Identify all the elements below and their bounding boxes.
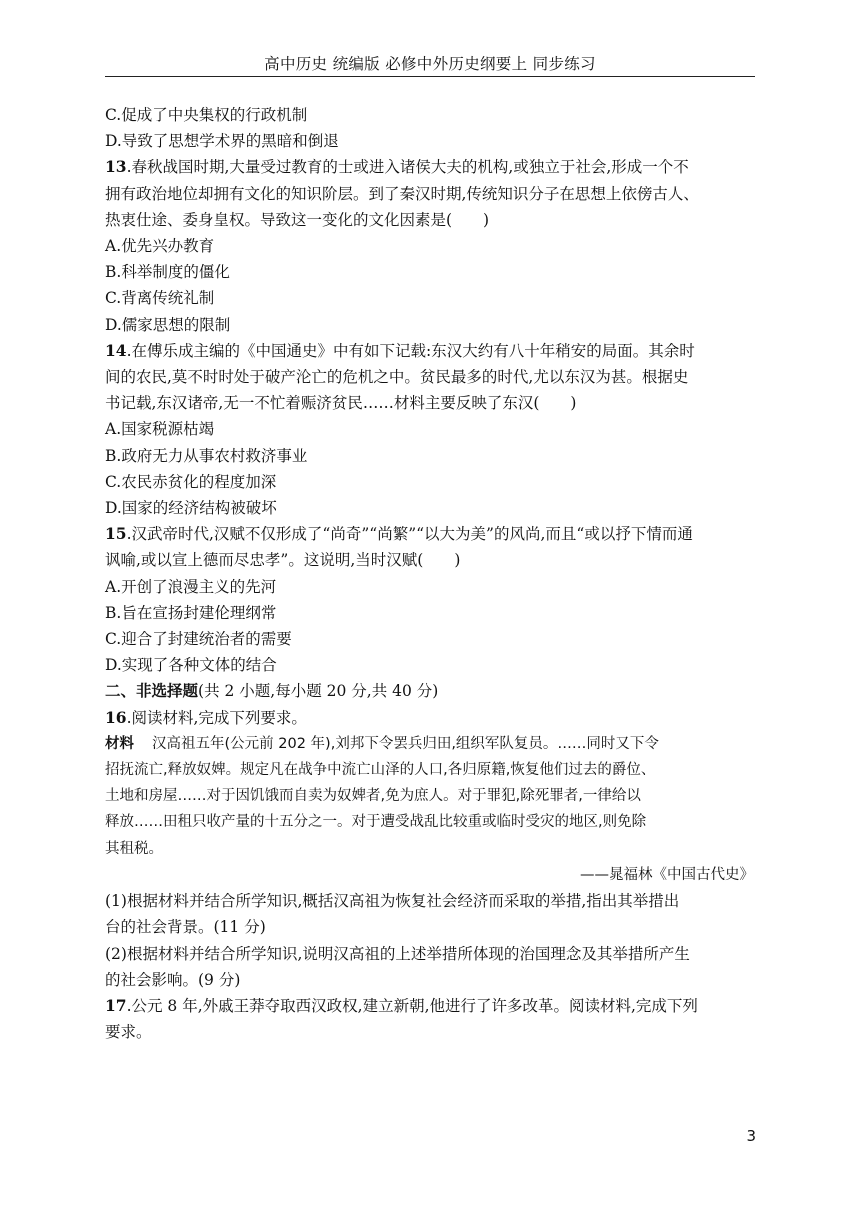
q16-stem xyxy=(105,705,760,731)
material-line-3: 土地和房屋……对于因饥饿而自卖为奴婢者,免为庶人。对于罪犯,除死罪者,一律给以 xyxy=(105,788,641,805)
q16-number: 16 xyxy=(105,707,127,727)
section-heading xyxy=(105,678,760,704)
q12-option-d: D.导致了思想学术界的黑暗和倒退 xyxy=(105,132,339,151)
q15-option-a: A.开创了浪漫主义的先河 xyxy=(105,577,277,596)
q16-material xyxy=(105,731,760,888)
material-line-1 xyxy=(105,731,760,757)
q13-number: 13 xyxy=(105,157,127,177)
page-content xyxy=(105,102,760,1045)
q13-stem-line-1 xyxy=(105,154,760,180)
q15-stem-text: .汉武帝时代,汉赋不仅形成了“尚奇”“尚繁”“以大为美”的风尚,而且“或以抒下情而通 xyxy=(126,525,693,544)
q17-stem-line-1 xyxy=(105,993,760,1019)
q15-stem-line-1 xyxy=(105,521,760,547)
q15-stem-line-2: 讽喻,或以宣上德而尽忠孝”。这说明,当时汉赋( ) xyxy=(105,551,461,570)
q14-option-d: D.国家的经济结构被破坏 xyxy=(105,499,277,518)
q14-stem-line-1 xyxy=(105,338,760,364)
q13-stem-text: .春秋战国时期,大量受过教育的士或进入诸侯大夫的机构,或独立于社会,形成一个不 xyxy=(126,158,689,177)
q13-option-d: D.儒家思想的限制 xyxy=(105,315,231,334)
q14-option-a: A.国家税源枯竭 xyxy=(105,420,215,439)
q14-stem-line-2: 间的农民,莫不时时处于破产沦亡的危机之中。贫民最多的时代,尤以东汉为甚。根据史 xyxy=(105,368,689,387)
q14-option-b: B.政府无力从事农村救济事业 xyxy=(105,446,308,465)
section-title: 二、非选择题 xyxy=(105,681,199,701)
q17-stem-text: .公元 8 年,外戚王莽夺取西汉政权,建立新朝,他进行了许多改革。阅读材料,完成下列 xyxy=(126,996,698,1015)
q17-stem-line-2: 要求。 xyxy=(105,1023,152,1042)
q13-option-a: A.优先兴办教育 xyxy=(105,237,215,256)
material-source: ——晁福林《中国古代史》 xyxy=(580,866,754,883)
q14-option-c: C.农民赤贫化的程度加深 xyxy=(105,472,277,491)
material-text-1: 汉高祖五年(公元前 202 年),刘邦下令罢兵归田,组织军队复员。……同时又下令 xyxy=(152,735,659,752)
q12-option-c: C.促成了中央集权的行政机制 xyxy=(105,106,308,124)
q15-option-c: C.迎合了封建统治者的需要 xyxy=(105,630,292,649)
material-line-4: 释放……田租只收产量的十五分之一。对于遭受战乱比较重或临时受灾的地区,则免除 xyxy=(105,814,647,831)
q16-stem-text: .阅读材料,完成下列要求。 xyxy=(126,708,307,727)
q14-stem-text: .在傅乐成主编的《中国通史》中有如下记载:东汉大约有八十年稍安的局面。其余时 xyxy=(126,341,695,360)
q16-sub2-line-1: (2)根据材料并结合所学知识,说明汉高祖的上述举措所体现的治国理念及其举措所产生 xyxy=(105,944,690,963)
q15-option-d: D.实现了各种文体的结合 xyxy=(105,656,277,675)
q14-number: 14 xyxy=(105,340,127,360)
q16-sub1-line-1: (1)根据材料并结合所学知识,概括汉高祖为恢复社会经济而采取的举措,指出其举措出 xyxy=(105,892,680,911)
header-divider xyxy=(105,76,755,77)
q15-number: 15 xyxy=(105,524,127,544)
q13-stem-line-2: 拥有政治地位却拥有文化的知识阶层。到了秦汉时期,传统知识分子在思想上依傍古人、 xyxy=(105,184,699,203)
page-number: 3 xyxy=(746,1127,756,1145)
q14-stem-line-3: 书记载,东汉诸帝,无一不忙着赈济贫民……材料主要反映了东汉( ) xyxy=(105,394,577,413)
q13-option-c: C.背离传统礼制 xyxy=(105,289,215,308)
section-note: (共 2 小题,每小题 20 分,共 40 分) xyxy=(198,682,439,701)
material-line-2: 招抚流亡,释放奴婢。规定凡在战争中流亡山泽的人口,各归原籍,恢复他们过去的爵位、 xyxy=(105,762,656,779)
q13-stem-line-3: 热衷仕途、委身皇权。导致这一变化的文化因素是( ) xyxy=(105,210,490,229)
page-header: 高中历史 统编版 必修中外历史纲要上 同步练习 xyxy=(264,55,596,73)
q16-sub1-line-2: 台的社会背景。(11 分) xyxy=(105,918,266,937)
q17-number: 17 xyxy=(105,995,127,1015)
q16-sub2-line-2: 的社会影响。(9 分) xyxy=(105,970,241,989)
q15-option-b: B.旨在宣扬封建伦理纲常 xyxy=(105,603,277,622)
q13-option-b: B.科举制度的僵化 xyxy=(105,263,230,282)
material-line-5: 其租税。 xyxy=(105,840,163,857)
material-label: 材料 xyxy=(105,735,134,752)
